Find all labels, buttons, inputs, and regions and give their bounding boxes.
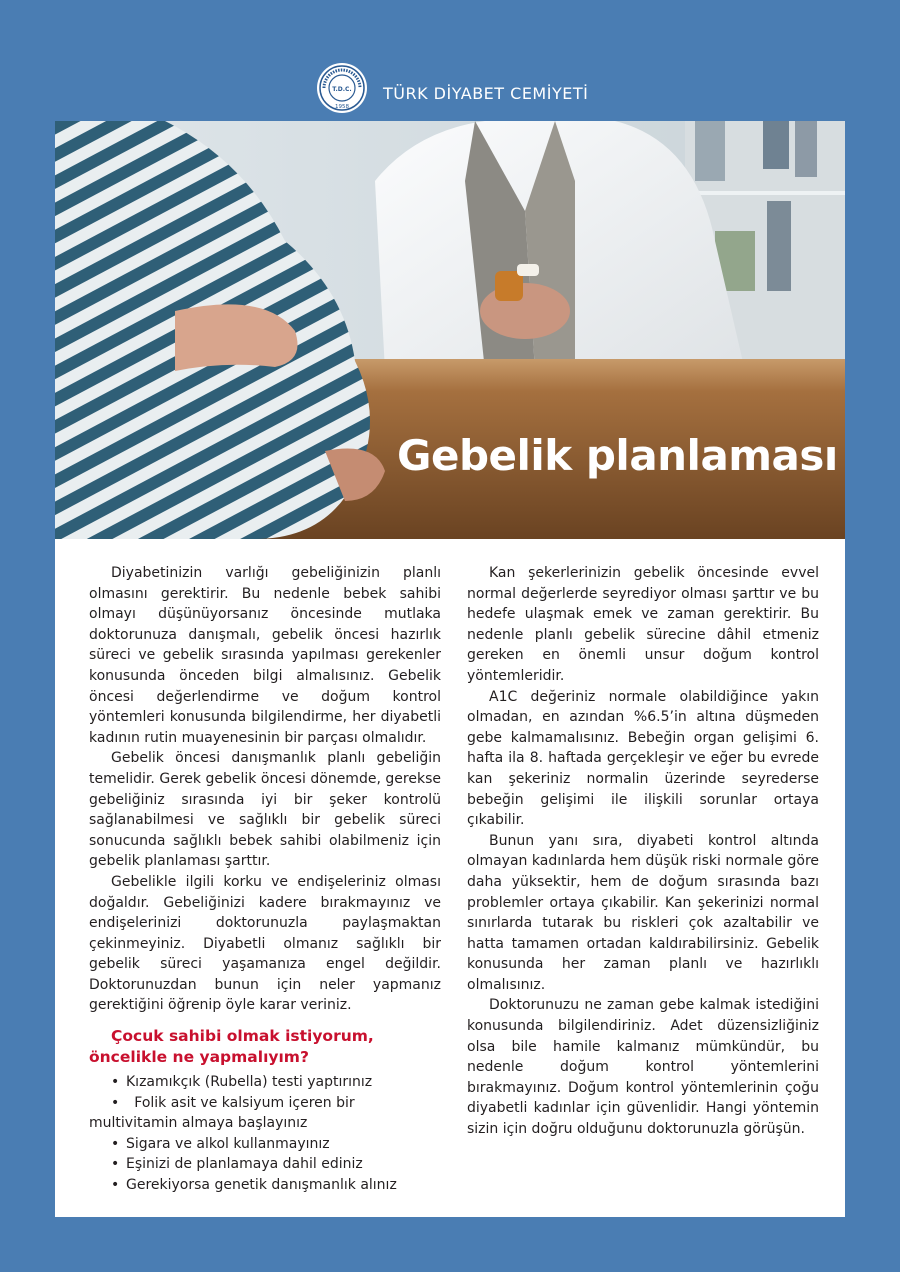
list-item <box>89 1093 441 1134</box>
svg-text:1958: 1958 <box>335 104 349 110</box>
list-item <box>89 1175 441 1196</box>
section-heading <box>89 1026 441 1068</box>
list-item-text: Kızamıkçık (Rubella) testi yaptırınız <box>126 1074 373 1091</box>
bullet-icon: • <box>111 1177 120 1194</box>
paragraph: Gebelik öncesi danışmanlık planlı gebeliğin temelidir. Gerek gebelik öncesi dönemde, gerekse gebeliğiniz sırasında iyi bir şeker kontrolü sağlanabilmesi ve sağlıklı bir gebelik süreci sonucunda sağlıklı bebek sahibi olabilmeniz için gebelik planlaması şarttır. <box>89 750 441 870</box>
list-item-text: Gerekiyorsa genetik danışmanlık alınız <box>126 1177 397 1194</box>
organization-name: TÜRK DİYABET CEMİYETİ <box>383 84 589 103</box>
bullet-icon: • <box>111 1135 120 1152</box>
right-column <box>467 563 819 1140</box>
left-column <box>89 563 441 1196</box>
paragraph: Kan şekerlerinizin gebelik öncesinde evvel normal değerlerde seyrediyor olması şarttır ve bu hedefe ulaşmak emek ve zaman gerektirir. Bu nedenle planlı gebelik sürecine dâhil etmeniz gereken en önemli unsur doğum kontrol yöntemleridir. <box>467 565 819 684</box>
bullet-icon: • <box>111 1074 120 1091</box>
section-heading-text: Çocuk sahibi olmak istiyorum, öncelikle ne yapmalıyım? <box>89 1027 374 1067</box>
svg-text:T.D.C.: T.D.C. <box>332 86 352 93</box>
bullet-icon: • <box>111 1094 120 1111</box>
tdc-logo <box>316 62 368 114</box>
paragraph: Doktorunuzu ne zaman gebe kalmak istediğini konusunda bilgilendiriniz. Adet düzensizliğiniz olsa bile hamile kalmanız mümkündür, bu nedenle doğum kontrol yöntemlerini bırakmayınız. Doğum kontrol yöntemlerinin çoğu diyabetli kadınlar için güvenlidir. Hangi yöntemin sizin için doğru olduğunu doktorunuzla görüşün. <box>467 997 819 1138</box>
list-item <box>89 1072 441 1093</box>
page-title: Gebelik planlaması <box>397 431 838 480</box>
list-item <box>89 1134 441 1155</box>
paragraph: Bunun yanı sıra, diyabeti kontrol altında olmayan kadınlarda hem düşük riski normale göre daha yüksektir, hem de doğum sırasında bazı problemler ortaya çıkabilir. Kan şekerinizi normal sınırlarda tutarak bu riskleri çok azaltabilir ve hatta tamamen ortadan kaldırabilirsiniz. Gebelik konusunda her zaman planlı ve hazırlıklı olmalısınız. <box>467 832 819 993</box>
list-item <box>89 1154 441 1175</box>
document-card <box>55 121 845 1217</box>
header <box>0 62 900 118</box>
paragraph: A1C değeriniz normale olabildiğince yakın olmadan, en azından %6.5’in altına düşmeden gebe kalmamalısınız. Bebeğin organ gelişimi 6. hafta ila 8. haftada gerçekleşir ve eğer bu evrede kan şekeriniz normalin üzerinde seyrederse bebeğin gelişimi ile ilişkili sorunlar ortaya çıkabilir. <box>467 688 819 829</box>
list-item-text: Sigara ve alkol kullanmayınız <box>126 1135 330 1152</box>
paragraph: Diyabetinizin varlığı gebeliğinizin planlı olmasını gerektirir. Bu nedenle bebek sahibi olmayı düşünüyorsanız öncesinde mutlaka doktorunuza danışmalı, gebelik öncesi hazırlık süreci ve gebelik sırasında yapılması gerekenler konusunda önceden bilgi almalısınız. Gebelik öncesi değerlendirme ve doğum kontrol yöntemleri konusunda bilgilendirme, her diyabetli kadının rutin muayenesinin bir parçası olmalıdır. <box>89 565 441 746</box>
list-item-text: Folik asit ve kalsiyum içeren bir multivitamin almaya başlayınız <box>89 1094 355 1132</box>
checklist <box>89 1072 441 1196</box>
bullet-icon: • <box>111 1156 120 1173</box>
paragraph: Gebelikle ilgili korku ve endişeleriniz olması doğaldır. Gebeliğinizi kadere bırakmayınız ve endişelerinizi doktorunuzla paylaşmaktan çekinmeyiniz. Diyabetli olmanız sağlıklı bir gebelik süreci yaşamanıza engel değildir. Doktorunuzdan bunun için neler yapmanız gerektiğini öğrenip öyle karar veriniz. <box>89 873 441 1014</box>
list-item-text: Eşinizi de planlamaya dahil ediniz <box>126 1156 363 1173</box>
hero-photo <box>55 121 845 539</box>
